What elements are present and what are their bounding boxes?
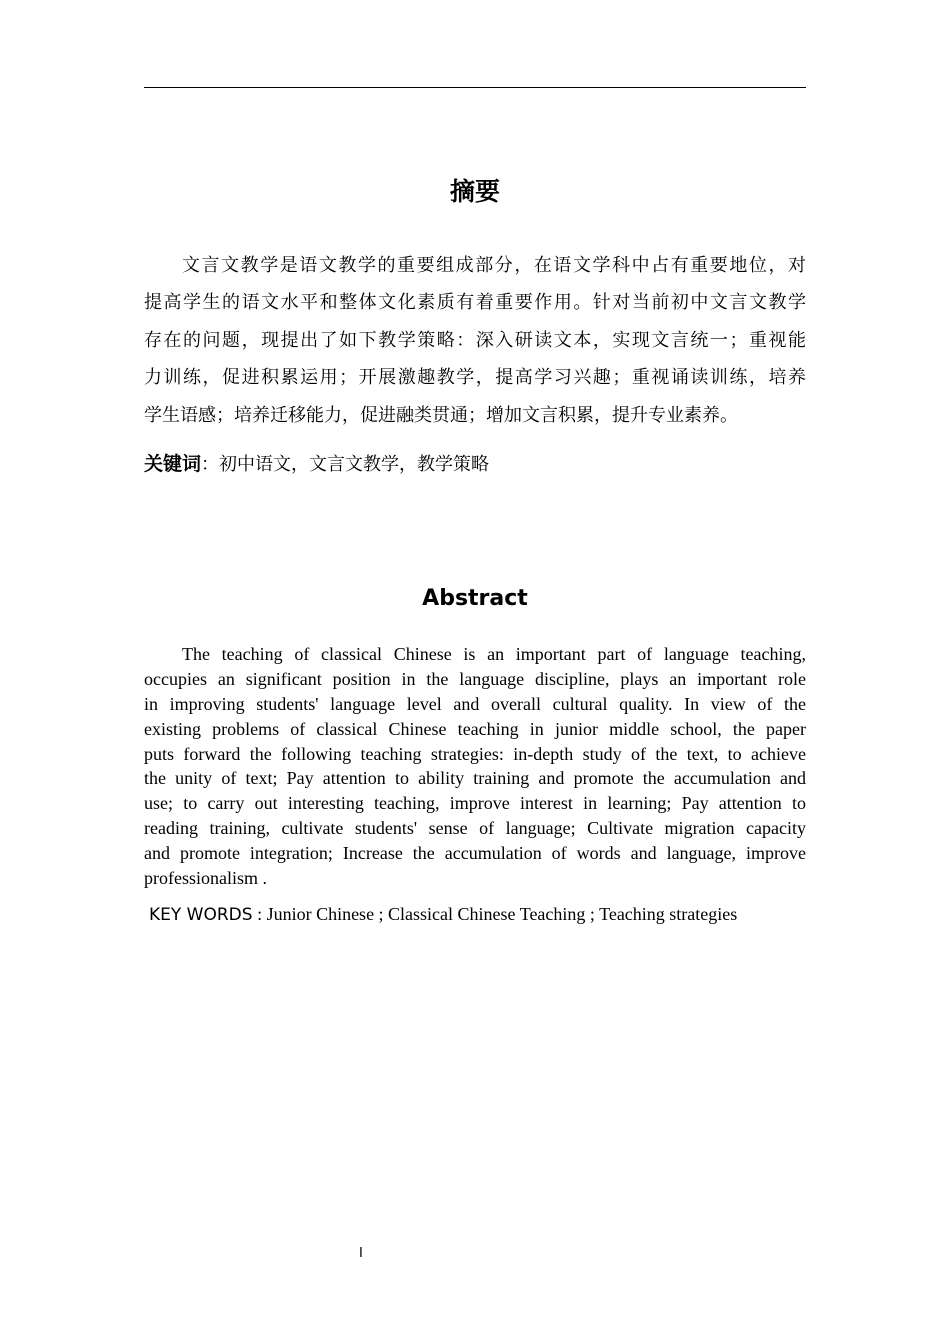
keywords-en <box>149 904 737 925</box>
abstract-en-line: use; to carry out interesting teaching, improve interest in learning; Pay attention to <box>144 793 806 814</box>
abstract-en-line: the unity of text; Pay attention to ability training and promote the accumulation and <box>144 768 806 789</box>
keywords-cn-label: 关键词 <box>144 453 202 475</box>
abstract-en-line: in improving students' language level and overall cultural quality. In view of the <box>144 693 806 714</box>
abstract-en-body <box>144 642 806 891</box>
keywords-cn <box>144 449 489 476</box>
keywords-cn-value: 初中语文，文言文教学，教学策略 <box>219 454 490 474</box>
abstract-en-line: professionalism . <box>144 868 267 889</box>
abstract-cn-line: 提高学生的语文水平和整体文化素质有着重要作用。针对当前初中文言文教学 <box>144 292 806 313</box>
abstract-cn-line: 存在的问题，现提出了如下教学策略：深入研读文本，实现文言统一；重视能 <box>144 329 806 350</box>
abstract-en-line: The teaching of classical Chinese is an important part of language teaching, <box>182 644 806 664</box>
abstract-en-title: Abstract <box>422 586 528 611</box>
abstract-cn-line: 力训练，促进积累运用；开展激趣教学，提高学习兴趣；重视诵读训练，培养 <box>144 367 806 388</box>
abstract-en-line: occupies an significant position in the language discipline, plays an important role <box>144 668 806 689</box>
abstract-en-line: and promote integration; Increase the accumulation of words and language, improve <box>144 843 806 864</box>
abstract-cn-body <box>144 250 806 437</box>
keywords-en-value: : Junior Chinese ; Classical Chinese Teaching ; Teaching strategies <box>252 904 738 924</box>
abstract-en-line: reading training, cultivate students' sense of language; Cultivate migration capacity <box>144 818 806 839</box>
abstract-cn-line: 文言文教学是语文教学的重要组成部分，在语文学科中占有重要地位，对 <box>182 255 806 275</box>
abstract-en-line: puts forward the following teaching strategies: in-depth study of the text, to achieve <box>144 743 806 764</box>
abstract-cn-title: 摘要 <box>449 177 500 206</box>
header-rule <box>144 87 806 88</box>
abstract-en-line: existing problems of classical Chinese teaching in junior middle school, the paper <box>144 718 806 739</box>
keywords-en-label: KEY WORDS <box>149 905 253 925</box>
page-number: I <box>359 1246 363 1261</box>
keywords-cn-separator: ： <box>201 454 220 474</box>
abstract-cn-line: 学生语感；培养迁移能力，促进融类贯通；增加文言积累，提升专业素养。 <box>144 404 738 425</box>
